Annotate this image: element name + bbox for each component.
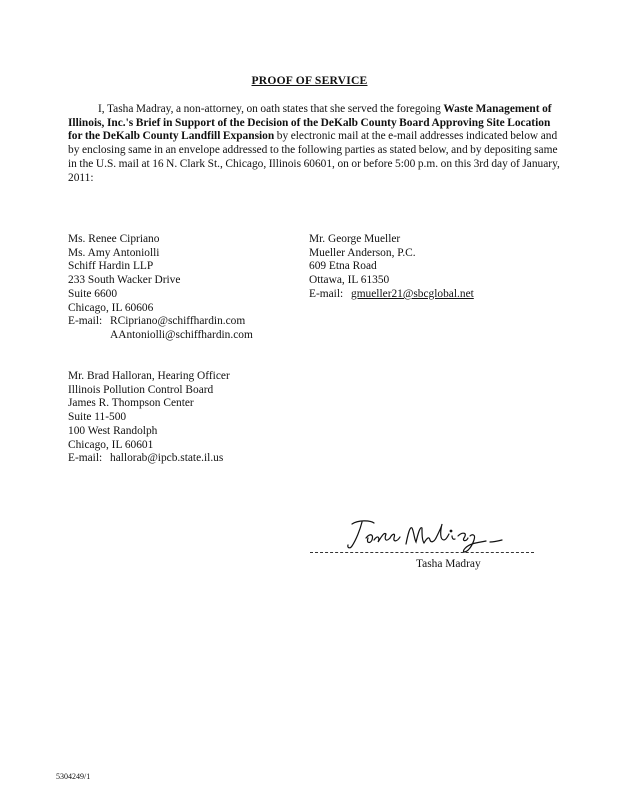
recipient-block-left [68,233,253,343]
recipient-line: Ms. Amy Antoniolli [68,246,160,259]
email-label-spacer [68,329,110,343]
email-label: E-mail: [68,452,103,465]
signer-printed-name: Tasha Madray [416,558,481,570]
service-paragraph [68,103,562,185]
recipient-line: Suite 11-500 [68,411,127,424]
recipient-block-officer [68,370,230,466]
paragraph-rest: by electronic mail at the e-mail addresses indicated below and by enclosing same in an envelope addressed to the following parties as stated below, and by depositing same in the U.S. mail at 16 N. Clark St., Chicago, Illinois 60601, on or before 5:00 p.m. on this 3rd day of January, 2011: [68,130,560,184]
email-row [68,452,230,466]
recipient-line: Mueller Anderson, P.C. [309,246,416,259]
paragraph-intro: I, Tasha Madray, a non-attorney, on oath states that she served the foregoing [98,103,444,115]
recipient-line: Chicago, IL 60606 [68,301,154,314]
signature-line [310,552,534,553]
recipient-line: Suite 6600 [68,287,118,300]
recipient-line: Schiff Hardin LLP [68,260,154,273]
recipient-line: Ms. Renee Cipriano [68,233,160,245]
recipient-line: Mr. Brad Halloran, Hearing Officer [68,370,230,382]
email-address[interactable]: AAntoniolli@schiffhardin.com [110,328,253,341]
recipient-line: Chicago, IL 60601 [68,438,154,451]
recipient-line: Mr. George Mueller [309,233,401,245]
document-footer-code: 5304249/1 [56,772,91,781]
email-label: E-mail: [68,315,103,328]
handwritten-signature [300,516,540,556]
email-address[interactable]: gmueller21@sbcglobal.net [351,287,474,300]
signature-area [300,516,540,586]
recipient-line: 233 South Wacker Drive [68,274,181,287]
email-row [68,315,253,329]
email-label: E-mail: [309,287,344,300]
recipient-line: 609 Etna Road [309,260,377,273]
brief-title: Waste Management of Illinois, Inc.'s Brief in Support of the Decision of the DeKalb County Board Approving Site Location for the DeKalb County Landfill Expansion [68,103,552,143]
recipient-line: Illinois Pollution Control Board [68,383,214,396]
document-title: PROOF OF SERVICE [251,74,368,87]
recipient-block-right [309,233,474,302]
email-row [68,329,253,343]
recipient-line: Ottawa, IL 61350 [309,274,390,287]
email-row [309,288,474,302]
email-address[interactable]: hallorab@ipcb.state.il.us [110,452,224,465]
recipient-line: James R. Thompson Center [68,397,194,410]
email-address[interactable]: RCipriano@schiffhardin.com [110,315,246,328]
recipient-line: 100 West Randolph [68,424,158,437]
